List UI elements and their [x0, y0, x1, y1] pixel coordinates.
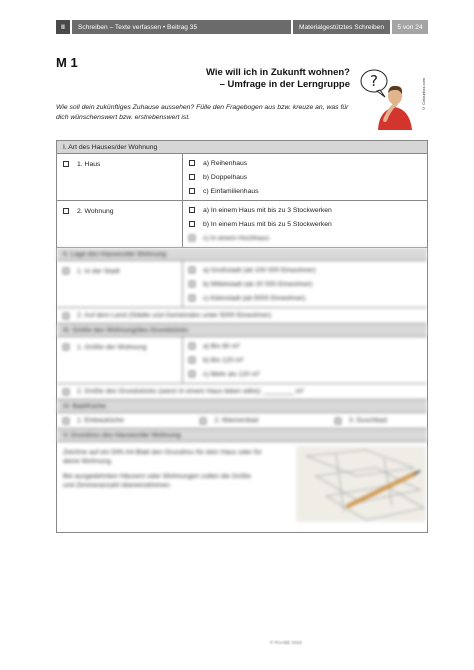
- checkbox[interactable]: [63, 161, 69, 167]
- option-label: 2. Wannenbad: [214, 417, 259, 424]
- checkbox[interactable]: [335, 418, 341, 424]
- svg-text:?: ?: [370, 72, 378, 90]
- checkbox[interactable]: [189, 357, 195, 363]
- option-label: 3. Duschbad: [348, 417, 387, 424]
- option-label: b) Doppelhaus: [203, 173, 248, 181]
- section-heading: II. Lage des Hauses/der Wohnung: [57, 248, 427, 261]
- table-row: [57, 201, 427, 248]
- row-label: 2. Auf dem Land (Städte und Gemeinden unter 5000 Einwohner): [77, 312, 272, 319]
- checkbox[interactable]: [189, 343, 195, 349]
- table-row: [57, 337, 427, 384]
- floorplan-sketch-image: [296, 446, 426, 522]
- checkbox[interactable]: [189, 207, 195, 213]
- checkbox[interactable]: [63, 268, 69, 274]
- row-label: 1. In der Stadt: [77, 267, 120, 275]
- checkbox[interactable]: [189, 221, 195, 227]
- checkbox[interactable]: [189, 235, 195, 241]
- section-heading: V. Grundriss des Hauses/der Wohnung: [57, 429, 427, 442]
- thinking-man-illustration: [358, 68, 416, 130]
- option-label: b) Bis 120 m²: [203, 356, 244, 364]
- title-line-1: Wie will ich in Zukunft wohnen?: [206, 67, 350, 78]
- row-label: 2. Wohnung: [77, 207, 114, 215]
- option-label: c) Einfamilienhaus: [203, 187, 259, 195]
- table-row: [57, 384, 427, 400]
- option-label: c) Kleinstadt (ab 5000 Einwohner): [203, 294, 306, 302]
- checkbox[interactable]: [189, 371, 195, 377]
- option-label: 1. Einbauküche: [77, 417, 124, 424]
- section-heading: I. Art des Hauses/der Wohnung: [57, 141, 427, 154]
- row-label: 1. Haus: [77, 160, 101, 168]
- checkbox[interactable]: [63, 313, 69, 319]
- checkbox[interactable]: [189, 295, 195, 301]
- row-label: 1. Größe der Wohnung: [77, 343, 147, 351]
- checkbox[interactable]: [63, 344, 69, 350]
- option-label: a) Reihenhaus: [203, 159, 248, 167]
- section-heading: III. Größe des Wohnung/des Grundstücks: [57, 324, 427, 337]
- checkbox[interactable]: [63, 418, 69, 424]
- option-label: a) Großstadt (ab 100 000 Einwohner): [203, 266, 316, 274]
- option-label: b) Mittelstadt (ab 20 000 Einwohner): [203, 280, 313, 288]
- page-title: [130, 67, 350, 91]
- checkbox[interactable]: [189, 267, 195, 273]
- section-text: Bei ausgedehnten Häusern oder Wohnungen sollen die Größe und Zimmeranzahl übereinstimmen.: [63, 473, 252, 489]
- intro-text: Wie soll dein zukünftiges Zuhause aussehen? Fülle den Fragebogen aus bzw. kreuze an, was für dich wünschenswert bzw. erstrebenswert ist.: [56, 104, 349, 121]
- header-left-text: Schreiben – Texte verfassen • Beitrag 35: [72, 20, 291, 34]
- section-heading: IV. Bad/Küche: [57, 400, 427, 413]
- option-label: c) Mehr als 120 m²: [203, 370, 260, 378]
- page-header: [56, 20, 428, 34]
- table-row: [57, 261, 427, 308]
- table-row: [57, 308, 427, 324]
- material-label: M 1: [56, 55, 78, 70]
- page-indicator: 5 von 24: [392, 20, 428, 34]
- footer-copyright: © RAABE 2019: [270, 640, 302, 645]
- option-label: c) In einem Hochhaus: [203, 234, 270, 242]
- table-row: [57, 413, 427, 429]
- checkbox[interactable]: [189, 188, 195, 194]
- section-text: Zeichne auf ein DIN-A4-Blatt den Grundriss für dein Haus oder für deine Wohnung.: [63, 449, 262, 465]
- checkbox[interactable]: [200, 418, 206, 424]
- checkbox[interactable]: [63, 208, 69, 214]
- option-label: b) In einem Haus mit bis zu 5 Stockwerken: [203, 220, 332, 228]
- checkbox[interactable]: [189, 174, 195, 180]
- image-credit: © Colourbox.com: [421, 78, 426, 112]
- section-number: II: [56, 20, 70, 34]
- header-right-text: Materialgestütztes Schreiben: [293, 20, 390, 34]
- checkbox[interactable]: [189, 281, 195, 287]
- title-line-2: – Umfrage in der Lerngruppe: [219, 79, 350, 90]
- checkbox[interactable]: [189, 160, 195, 166]
- checkbox[interactable]: [63, 389, 69, 395]
- option-label: a) In einem Haus mit bis zu 3 Stockwerken: [203, 206, 332, 214]
- option-label: a) Bis 80 m²: [203, 342, 240, 350]
- row-label: 2. Größe des Grundstücks (wenn in einem Haus leben willst): ________ m²: [77, 388, 304, 395]
- table-row: [57, 154, 427, 201]
